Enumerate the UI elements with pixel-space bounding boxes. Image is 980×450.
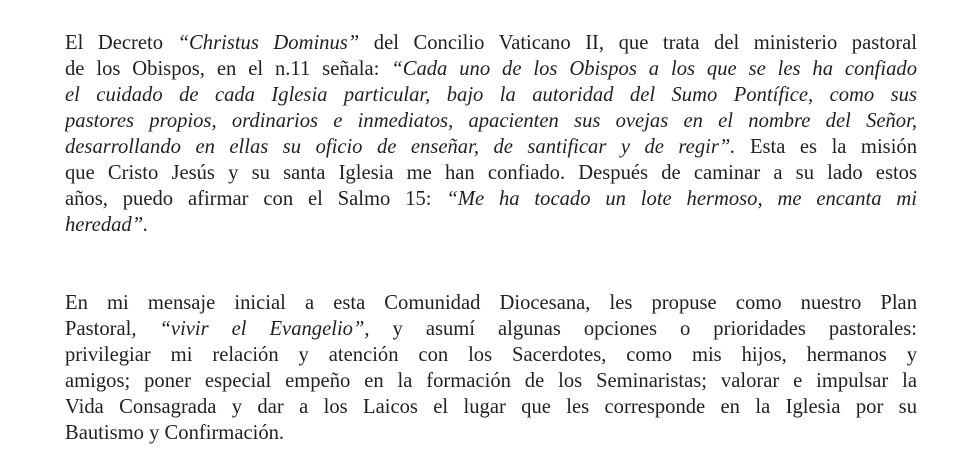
text-line — [65, 212, 917, 238]
text-line — [65, 82, 917, 108]
italic-quote-text: “Me ha tocado un lote hermoso, me encanta mi — [446, 188, 917, 210]
body-text: que Cristo Jesús y su santa Iglesia me han confiado. Después de caminar a su lado estos — [65, 162, 917, 184]
body-text: Bautismo y Confirmación. — [65, 422, 285, 444]
italic-quote-text: el cuidado de cada Iglesia particular, bajo la autoridad del Sumo Pontífice, como sus — [65, 84, 917, 106]
italic-quote-text: heredad”. — [65, 214, 149, 236]
body-text: de los Obispos, en el n.11 señala: — [65, 58, 392, 80]
text-line — [65, 290, 917, 316]
text-line — [65, 394, 917, 420]
body-text: años, puedo afirmar con el Salmo 15: — [65, 188, 447, 210]
text-line — [65, 186, 917, 212]
italic-quote-text: desarrollando en ellas su oficio de enseñar, de santificar y de regir”. — [65, 136, 736, 158]
text-line — [65, 316, 917, 342]
paragraph-decree-christus-dominus — [65, 30, 917, 238]
text-line — [65, 160, 917, 186]
body-text: Vida Consagrada y dar a los Laicos el lugar que les corresponde en la Iglesia por su — [65, 396, 917, 418]
paragraph-pastoral-plan — [65, 290, 917, 446]
text-line — [65, 368, 917, 394]
text-line — [65, 134, 917, 160]
body-text: del Concilio Vaticano II, que trata del ministerio pastoral — [359, 32, 917, 54]
italic-quote-text: “vivir el Evangelio” — [159, 318, 365, 340]
text-line — [65, 420, 917, 446]
text-line — [65, 342, 917, 368]
body-text: , y asumí algunas opciones o prioridades pastorales: — [364, 318, 917, 340]
italic-quote-text: “Cada uno de los Obispos a los que se les ha confiado — [391, 58, 917, 80]
body-text: privilegiar mi relación y atención con los Sacerdotes, como mis hijos, hermanos y — [65, 344, 917, 366]
italic-quote-text: “Christus Dominus” — [177, 32, 360, 54]
italic-quote-text: pastores propios, ordinarios e inmediatos, apacienten sus ovejas en el nombre del Señor, — [65, 110, 917, 132]
text-line — [65, 30, 917, 56]
body-text: En mi mensaje inicial a esta Comunidad Diocesana, les propuse como nuestro Plan — [65, 292, 917, 314]
body-text: Pastoral, — [65, 318, 160, 340]
body-text: amigos; poner especial empeño en la formación de los Seminaristas; valorar e impulsar la — [65, 370, 917, 392]
text-line — [65, 56, 917, 82]
text-line — [65, 108, 917, 134]
body-text: Esta es la misión — [735, 136, 917, 158]
body-text: El Decreto — [65, 32, 178, 54]
